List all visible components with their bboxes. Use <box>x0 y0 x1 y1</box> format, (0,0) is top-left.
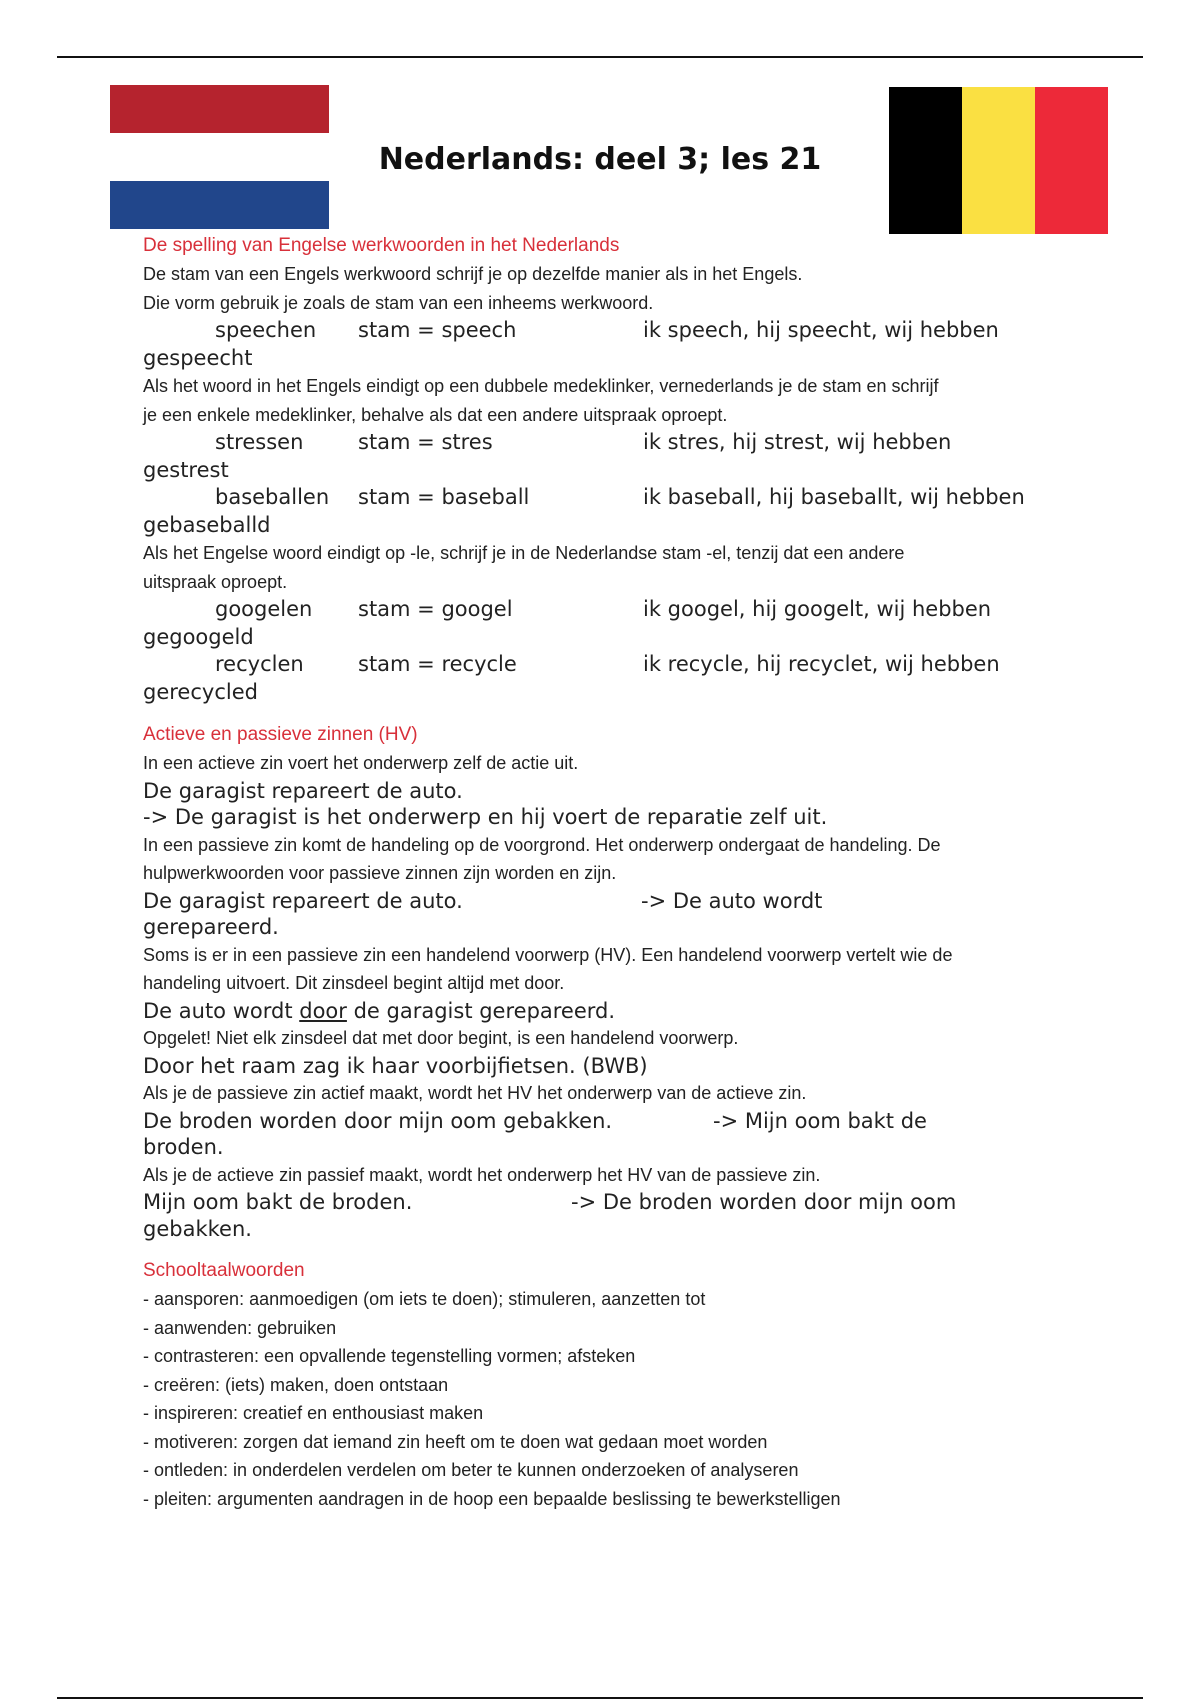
example-sentence: -> De garagist is het onderwerp en hij voert de reparatie zelf uit. <box>143 805 828 829</box>
vocabulary-list <box>143 1285 1063 1513</box>
example-sentence <box>143 888 1063 915</box>
example-verb: googelen <box>215 597 313 621</box>
example-row <box>143 651 1063 679</box>
paragraph: uitspraak oproept. <box>143 571 288 592</box>
paragraph: je een enkele medeklinker, behalve als dat een andere uitspraak oproept. <box>143 404 728 425</box>
sentence-part: De broden worden door mijn oom gebakken. <box>143 1108 613 1133</box>
sentence-part: de garagist gerepareerd. <box>346 998 616 1023</box>
paragraph: Soms is er in een passieve zin een handelend voorwerp (HV). Een handelend voorwerp vertelt wie de <box>143 944 953 965</box>
list-item: - motiveren: zorgen dat iemand zin heeft om te doen wat gedaan moet worden <box>143 1431 768 1452</box>
top-rule <box>57 56 1143 58</box>
paragraph: De stam van een Engels werkwoord schrijf je op dezelfde manier als in het Engels. <box>143 264 803 284</box>
paragraph: Als het Engelse woord eindigt op -le, schrijf je in de Nederlandse stam -el, tenzij dat een andere <box>143 543 905 563</box>
section-heading-spelling: De spelling van Engelse werkwoorden in het Nederlands <box>143 235 620 256</box>
sentence-part: De garagist repareert de auto. <box>143 888 463 913</box>
example-verb: speechen <box>215 318 317 342</box>
example-sentence <box>143 1108 1063 1135</box>
list-item: - ontleden: in onderdelen verdelen om beter te kunnen onderzoeken of analyseren <box>143 1460 799 1480</box>
sentence-part: -> De broden worden door mijn oom <box>571 1190 957 1214</box>
flag-band-red <box>110 85 329 133</box>
list-item: - aansporen: aanmoedigen (om iets te doen); stimuleren, aanzetten tot <box>143 1289 706 1309</box>
example-stem: stam = recycle <box>358 652 517 676</box>
example-forms: ik recycle, hij recyclet, wij hebben <box>643 652 1000 676</box>
paragraph: In een actieve zin voert het onderwerp zelf de actie uit. <box>143 753 579 773</box>
paragraph: Opgelet! Niet elk zinsdeel dat met door begint, is een handelend voorwerp. <box>143 1028 739 1048</box>
flag-band-black <box>889 87 962 234</box>
example-forms: ik googel, hij googelt, wij hebben <box>643 597 992 621</box>
paragraph: Die vorm gebruik je zoals de stam van een inheems werkwoord. <box>143 292 654 313</box>
example-row <box>143 596 1063 624</box>
example-verb: stressen <box>215 430 304 454</box>
example-forms: ik speech, hij speecht, wij hebben <box>643 318 999 342</box>
example-verb: baseballen <box>215 485 330 509</box>
example-continuation: broden. <box>143 1135 224 1159</box>
paragraph: Als je de actieve zin passief maakt, wordt het onderwerp het HV van de passieve zin. <box>143 1164 821 1185</box>
example-stem: stam = googel <box>358 597 513 621</box>
flag-band-white <box>110 133 329 181</box>
list-item: - contrasteren: een opvallende tegenstelling vormen; afsteken <box>143 1346 636 1366</box>
belgian-flag <box>889 87 1108 234</box>
example-stem: stam = speech <box>358 318 517 342</box>
example-continuation: gestrest <box>143 457 229 482</box>
paragraph: handeling uitvoert. Dit zinsdeel begint altijd met door. <box>143 973 565 993</box>
flag-band-red <box>1035 87 1108 234</box>
example-continuation: gespeecht <box>143 345 253 370</box>
dutch-flag <box>110 85 329 231</box>
example-continuation: gegoogeld <box>143 624 254 649</box>
example-sentence: Door het raam zag ik haar voorbijfietsen. (BWB) <box>143 1053 648 1078</box>
example-row <box>143 429 1063 457</box>
example-sentence <box>143 998 1063 1025</box>
example-continuation: gerecycled <box>143 679 258 704</box>
example-continuation: gebakken. <box>143 1216 252 1241</box>
sentence-part: -> Mijn oom bakt de <box>713 1108 927 1133</box>
sentence-part: Mijn oom bakt de broden. <box>143 1190 413 1214</box>
document-body <box>143 232 1063 1513</box>
list-item: - aanwenden: gebruiken <box>143 1317 337 1338</box>
paragraph: Als je de passieve zin actief maakt, wordt het HV het onderwerp van de actieve zin. <box>143 1083 807 1103</box>
example-stem: stam = stres <box>358 430 493 454</box>
example-row <box>143 317 1063 345</box>
section-heading-vocabulary: Schooltaalwoorden <box>143 1260 305 1281</box>
page-title: Nederlands: deel 3; les 21 <box>378 142 822 177</box>
example-forms: ik baseball, hij baseballt, wij hebben <box>643 485 1025 509</box>
example-forms: ik stres, hij strest, wij hebben <box>643 430 952 454</box>
example-continuation: gerepareerd. <box>143 915 279 939</box>
sentence-part: -> De auto wordt <box>641 888 823 913</box>
list-item: - inspireren: creatief en enthousiast maken <box>143 1403 484 1423</box>
section-heading-active-passive: Actieve en passieve zinnen (HV) <box>143 724 418 745</box>
paragraph: In een passieve zin komt de handeling op de voorgrond. Het onderwerp ondergaat de handeling. De <box>143 834 941 855</box>
example-continuation: gebaseballd <box>143 512 271 537</box>
sentence-underlined-word: door <box>299 998 347 1023</box>
paragraph: hulpwerkwoorden voor passieve zinnen zijn worden en zijn. <box>143 863 617 883</box>
paragraph: Als het woord in het Engels eindigt op een dubbele medeklinker, vernederlands je de stam en schrijf <box>143 376 939 396</box>
example-stem: stam = baseball <box>358 485 530 509</box>
bottom-rule <box>57 1697 1143 1699</box>
flag-band-yellow <box>962 87 1035 234</box>
example-sentence <box>143 1189 1063 1216</box>
list-item: - creëren: (iets) maken, doen ontstaan <box>143 1374 449 1395</box>
sentence-part: De auto wordt <box>143 998 300 1023</box>
example-row <box>143 484 1063 512</box>
flag-band-blue <box>110 181 329 229</box>
list-item: - pleiten: argumenten aandragen in de hoop een bepaalde beslissing te bewerkstelligen <box>143 1488 841 1509</box>
example-verb: recyclen <box>215 652 304 676</box>
example-sentence: De garagist repareert de auto. <box>143 778 463 803</box>
